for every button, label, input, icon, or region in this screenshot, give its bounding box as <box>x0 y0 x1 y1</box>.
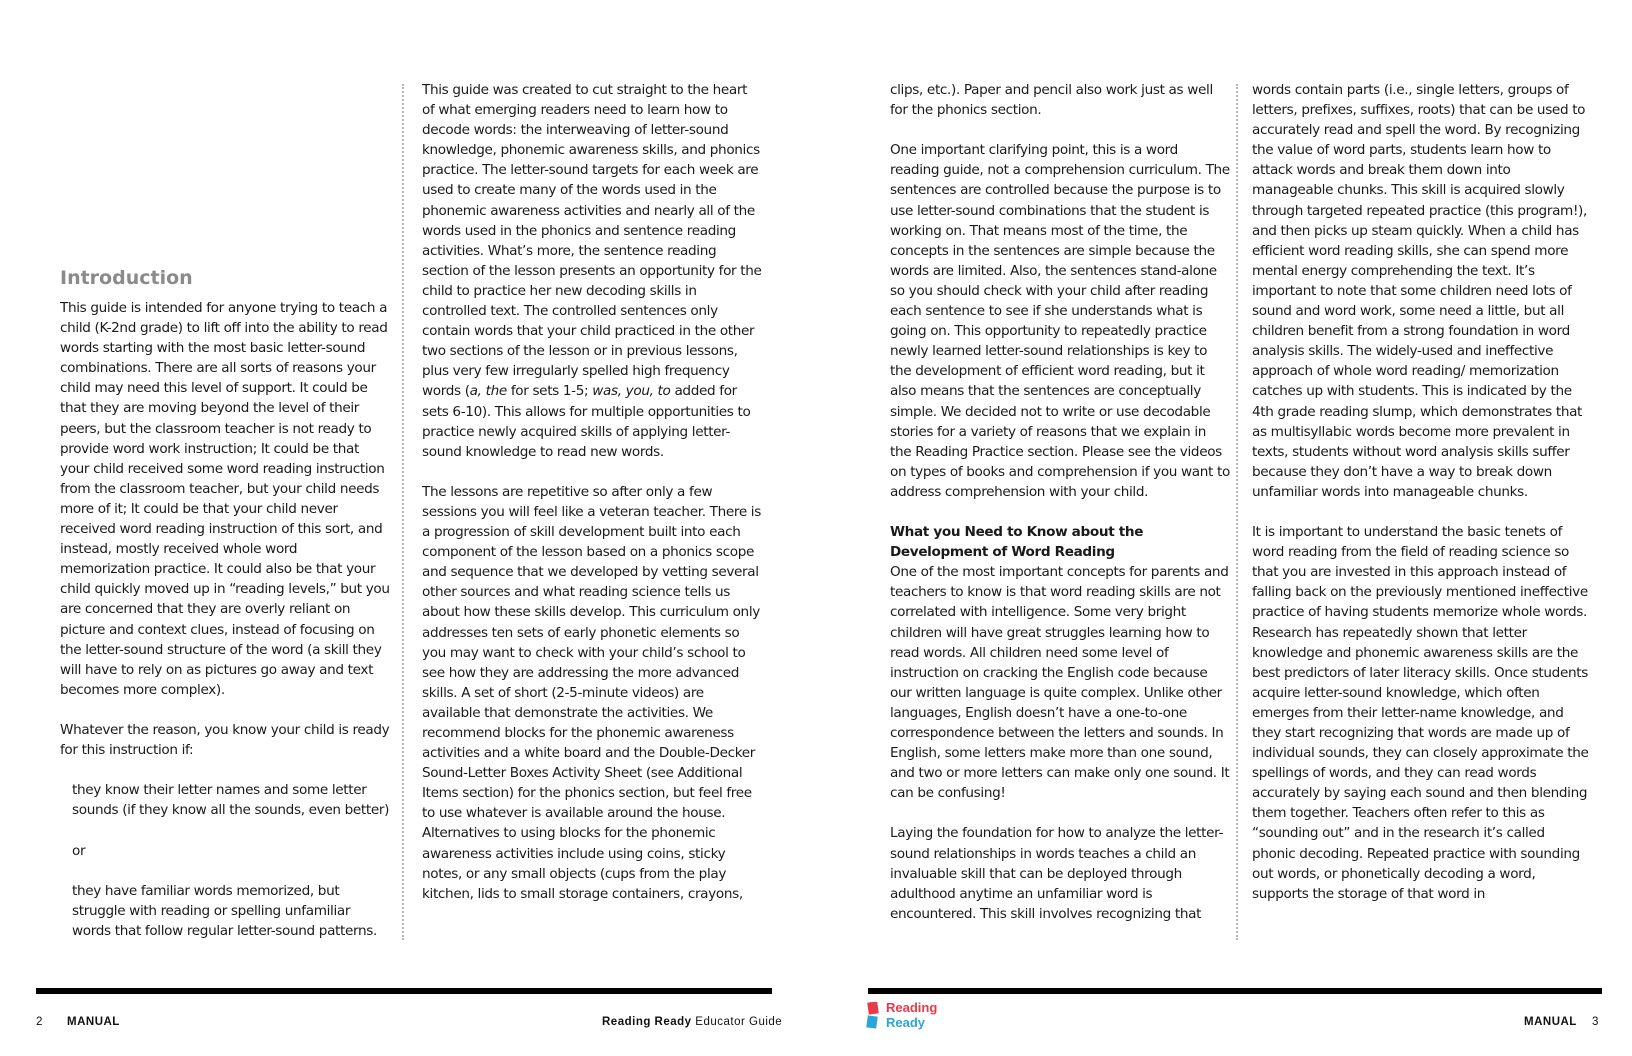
readiness-item-1: they know their letter names and some letter sounds (if they know all the sounds, even better) <box>72 782 390 819</box>
logo-word-reading: Reading <box>886 1000 938 1015</box>
reading-ready-logo <box>866 1000 946 1032</box>
left-column-1 <box>60 266 390 941</box>
footer-rule-right <box>868 988 1602 994</box>
readiness-paragraph: Whatever the reason, you know your child is ready for this instruction if: <box>60 721 390 759</box>
left-column-2 <box>422 80 762 904</box>
column-divider <box>402 84 404 940</box>
logo-word-ready: Ready <box>886 1015 926 1030</box>
clarifying-paragraph: One important clarifying point, this is a word reading guide, not a comprehension curriculum. The sentences are controlled because the purpose is to use letter-sound combinations that the student is working on. That means most of the time, the concepts in the sentences are simple because the words are limited. Also, the sentences stand-alone so you should check with your child after reading each sentence to see if she understands what is going on. This opportunity to repeatedly practice newly learned letter-sound relationships is key to the development of efficient word reading, but it also means that the sentences are conceptually simple. We decided not to write or use decodable stories for a variety of reasons that we explain in the Reading Practice section. Please see the videos on types of books and comprehension if you want to address comprehension with your child. <box>890 142 1230 500</box>
intro-paragraph: This guide is intended for anyone trying to teach a child (K-2nd grade) to lift off into the ability to read words starting with the most basic letter-sound combinations. There are all sorts of reasons your child may need this level of support. It could be that they are moving beyond the level of their peers, but the classroom teacher is not ready to provide word work instruction; It could be that your child received some word reading instruction from the classroom teacher, but your child needs more of it; It could be that your child never received word reading instruction of this sort, and instead, mostly received whole word memorization practice. It could also be that your child quickly moved up in “reading levels,” but you are concerned that they are overly reliant on picture and context clues, instead of focusing on the letter-sound structure of the word (a skill they will have to rely on as pictures go away and text becomes more complex). <box>60 300 390 698</box>
footer-rule-left <box>36 988 772 994</box>
section-label-left: MANUAL <box>67 1016 120 1028</box>
section-label-right: MANUAL <box>1524 1016 1577 1028</box>
guide-purpose-paragraph: This guide was created to cut straight to the heart of what emerging readers need to learn how to decode words: the interweaving of letter-sound knowledge, phonemic awareness skills, and phonics practice. The letter-sound targets for each week are used to create many of the words used in the phonemic awareness activities and nearly all of the words used in the phonics and sentence reading activities. What’s more, the sentence reading section of the lesson presents an opportunity for the child to practice her new decoding skills in controlled text. The controlled sentences only contain words that your child practiced in the other two sections of the lesson or in previous lessons, plus very few irregularly spelled high frequency words (a, the for sets 1-5; was, you, to added for sets 6-10). This allows for multiple opportunities to practice newly acquired skills of applying letter-sound knowledge to read new words. <box>422 82 762 460</box>
readiness-or: or <box>72 842 86 859</box>
logo-mark-icon <box>866 1002 882 1030</box>
running-title: Reading Ready Educator Guide <box>602 1016 783 1028</box>
materials-paragraph: clips, etc.). Paper and pencil also work just as well for the phonics section. <box>890 82 1213 119</box>
column-divider <box>1236 84 1238 940</box>
right-column-1 <box>890 80 1230 924</box>
right-column-2 <box>1252 80 1592 904</box>
readiness-item-2: they have familiar words memorized, but struggle with reading or spelling unfamiliar words that follow regular letter-sound patterns. <box>72 882 377 939</box>
word-parts-paragraph: words contain parts (i.e., single letters, groups of letters, prefixes, suffixes, roots) that can be used to accurately read and spell the word. By recognizing the value of word parts, students learn how to attack words and break them down into manageable chunks. This skill is acquired slowly through targeted repeated practice (this program!), and then picks up steam quickly. When a child has efficient word reading skills, she can spend more mental energy comprehending the text. It’s important to note that some children need lots of sound and word work, some need a little, but all children benefit from a strong foundation in word analysis skills. The widely-used and ineffective approach of whole word reading/ memorization catches up with students. This is indicated by the 4th grade reading slump, which demonstrates that as multisyllabic words become more prevalent in texts, students without word analysis skills suffer because they don’t have a way to break down unfamiliar words into manageable chunks. <box>1252 82 1587 500</box>
page-number-right: 3 <box>1592 1016 1599 1028</box>
reading-science-paragraph: It is important to understand the basic tenets of word reading from the field of reading science so that you are invested in this approach instead of falling back on the previously mentioned ineffective practice of having students memorize whole words. Research has repeatedly shown that letter knowledge and phonemic awareness skills are the best predictors of later literacy skills. Once students acquire letter-sound knowledge, which often emerges from their letter-name knowledge, and they start recognizing that words are made up of individual sounds, they can closely approximate the spellings of words, and they can read words accurately by saying each sound and then blending them together. Teachers often refer to this as “sounding out” and in the research it’s called phonic decoding. Repeated practice with sounding out words, or phonetically decoding a word, supports the storage of that word in <box>1252 524 1589 902</box>
lessons-paragraph: The lessons are repetitive so after only a few sessions you will feel like a veteran teacher. There is a progression of skill development built into each component of the lesson based on a phonics scope and sequence that we developed by vetting several other sources and what reading science tells us about how these skills develop. This curriculum only addresses ten sets of early phonetic elements so you may want to check with your child’s school to see how they are addressing the more advanced skills. A set of short (2-5-minute videos) are available that demonstrate the activities. We recommend blocks for the phonemic awareness activities and a white board and the Double-Decker Sound-Letter Boxes Activity Sheet (see Additional Items section) for the phonics section, but feel free to use whatever is available around the house. Alternatives to using blocks for the phonemic awareness activities include using coins, sticky notes, or any small objects (cups from the play kitchen, lids to small storage containers, crayons, <box>422 483 761 902</box>
foundation-paragraph: Laying the foundation for how to analyze the letter-sound relationships in words teaches a child an invaluable skill that can be deployed through adulthood anytime an unfamiliar word is encountered. This skill involves recognizing that <box>890 825 1224 922</box>
subsection-heading: What you Need to Know about the Development of Word Reading <box>890 524 1144 561</box>
page-number-left: 2 <box>36 1016 43 1028</box>
concepts-paragraph: One of the most important concepts for parents and teachers to know is that word reading skills are not correlated with intelligence. Some very bright children will have great struggles learning how to read words. All children need some level of instruction on cracking the English code because our written language is quite complex. Unlike other languages, English doesn’t have a one-to-one correspondence between the letters and sounds. In English, some letters make more than one sound, and two or more letters can make only one sound. It can be confusing! <box>890 564 1230 802</box>
section-heading: Introduction <box>60 267 193 289</box>
